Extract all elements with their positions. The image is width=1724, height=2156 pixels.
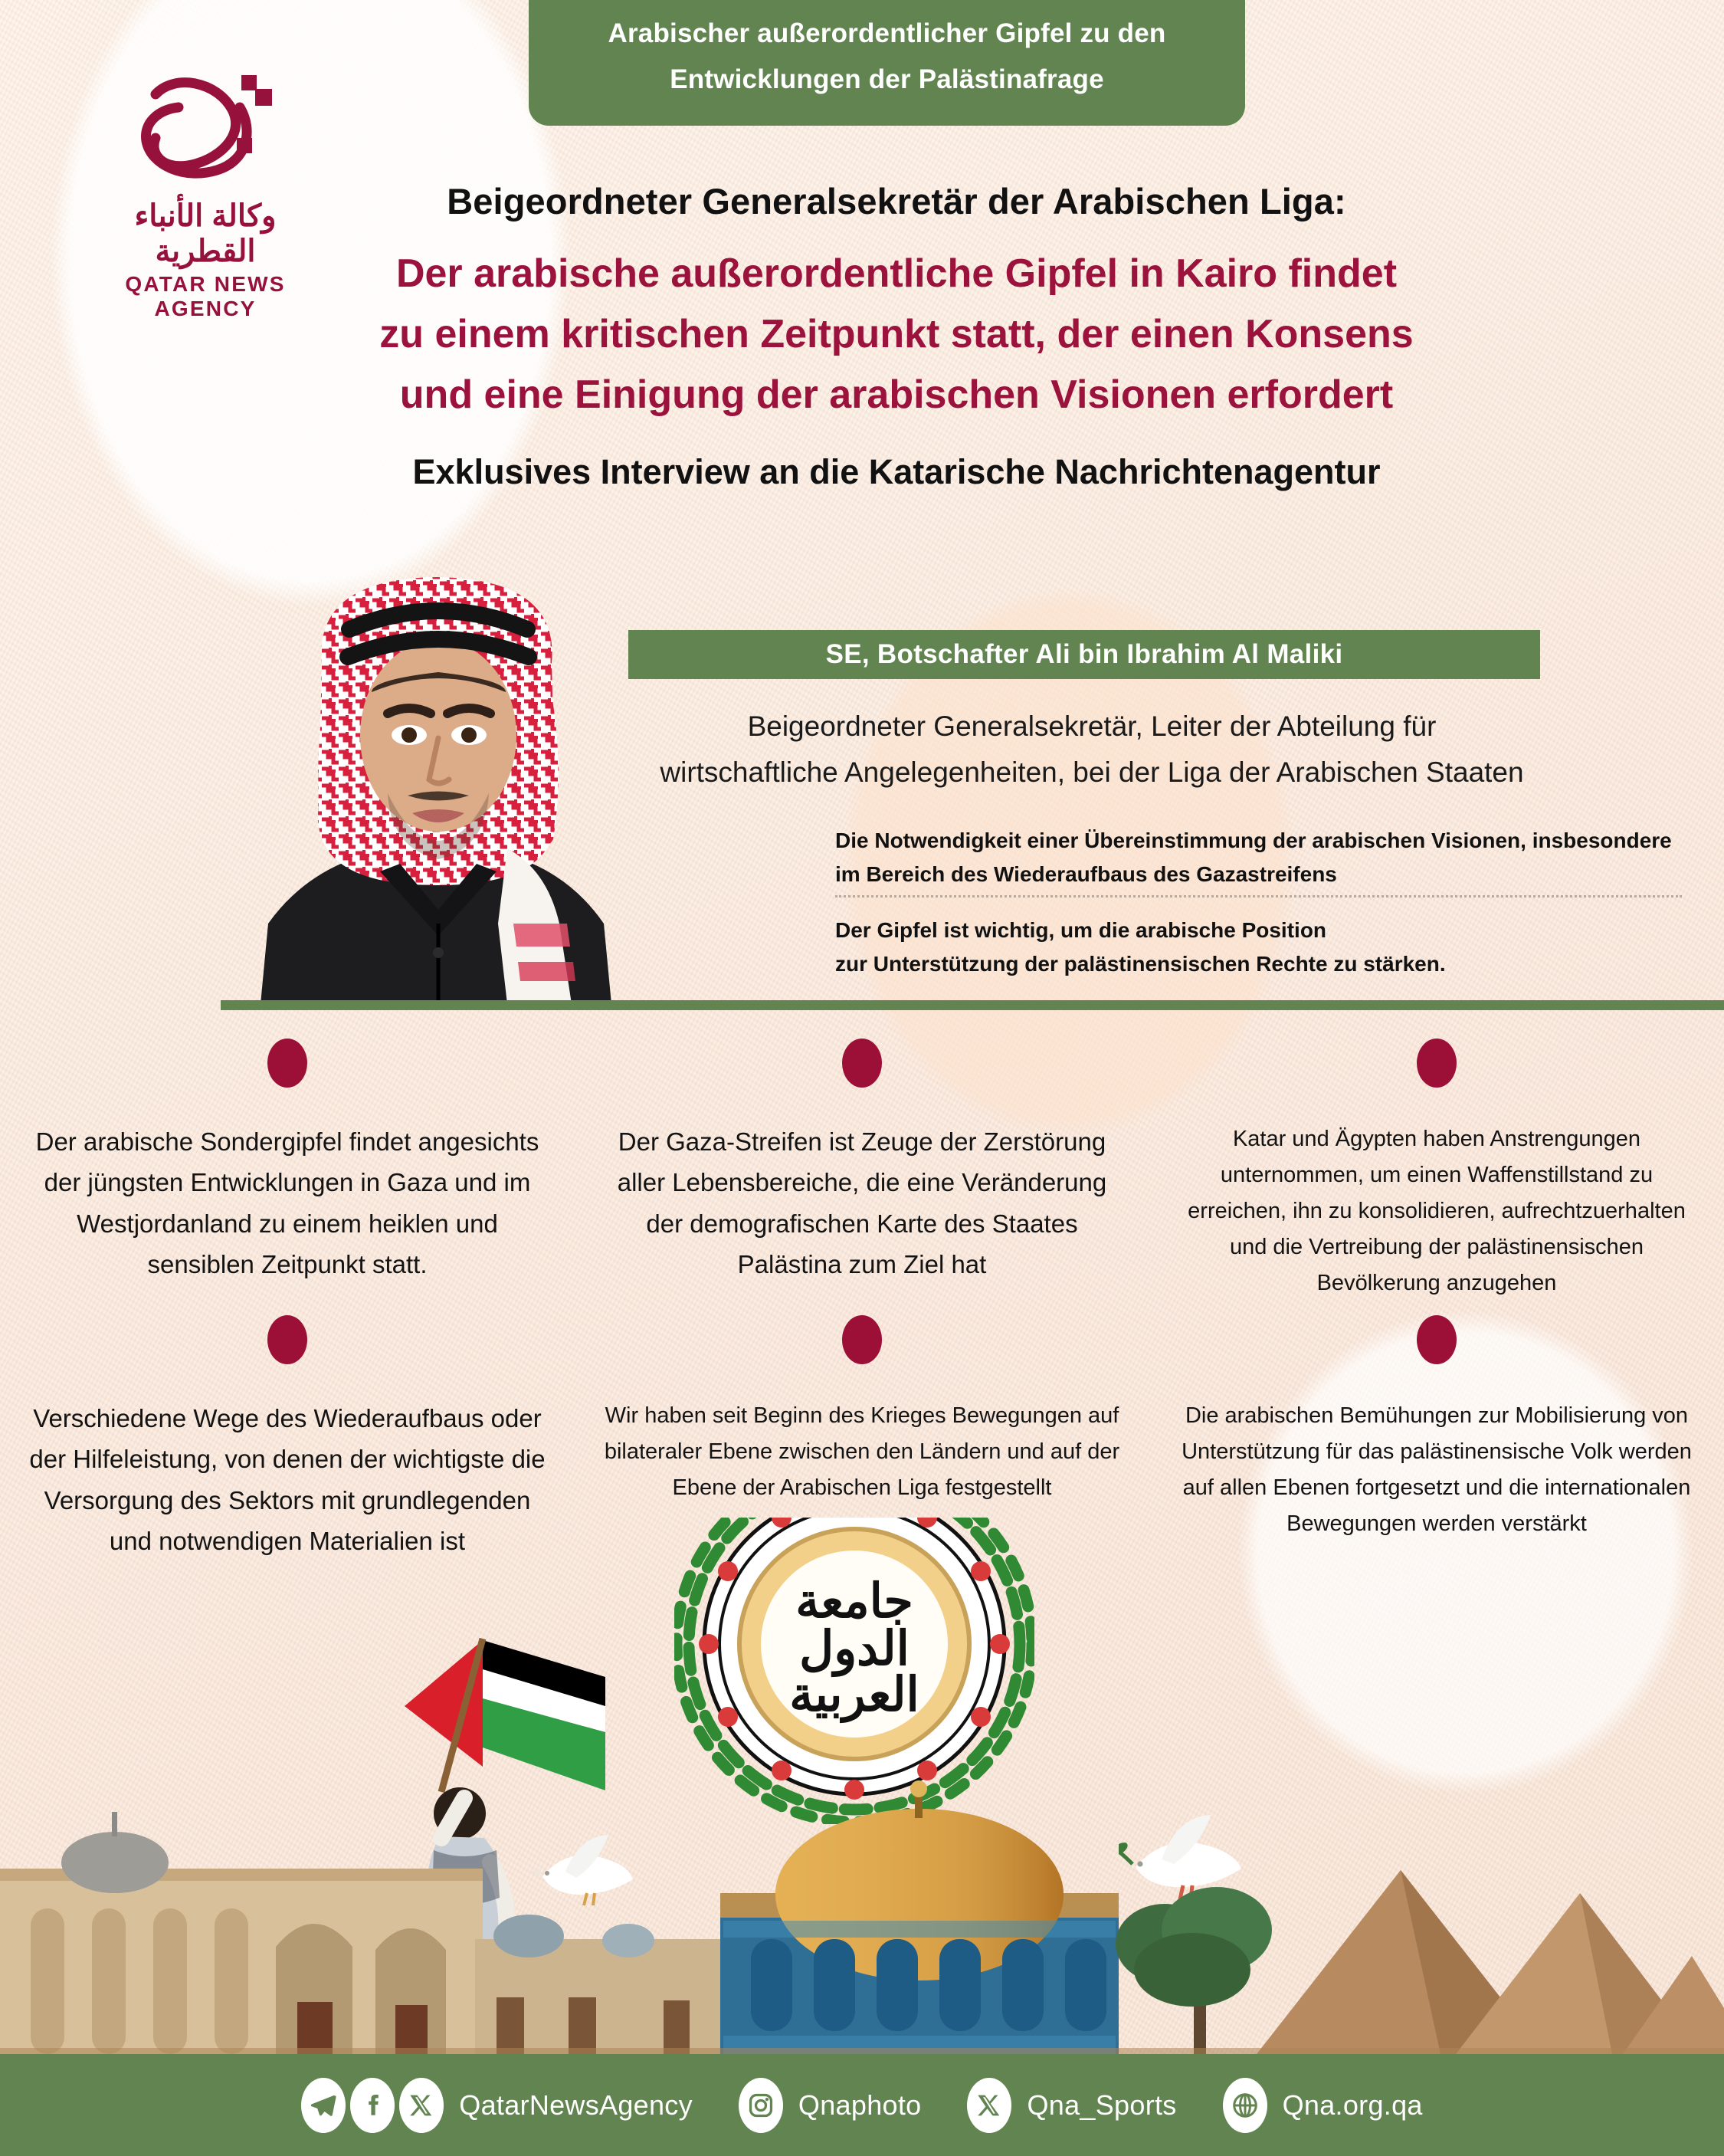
pyramids-of-giza [1257, 1870, 1724, 2054]
qna-logo-arabic-text: وكالة الأنباء القطرية [134, 199, 277, 268]
social-footer [0, 2054, 1724, 2156]
social-group-instagram[interactable] [739, 2078, 922, 2133]
speaker-name-bar [628, 630, 1540, 679]
headline-line-2: zu einem kritischen Zeitpunkt statt, der einen Konsens [379, 312, 1414, 357]
headline-line-1: Der arabische außerordentliche Gipfel in Kairo findet [395, 251, 1398, 296]
point-1 [0, 1039, 575, 1301]
social-icons-sports [967, 2078, 1016, 2133]
bullet-dot-icon [842, 1039, 882, 1088]
social-icons-main [301, 2078, 448, 2133]
point-2 [575, 1039, 1149, 1301]
section-divider-rule [221, 1000, 1724, 1010]
skyline-imagery [0, 1778, 1724, 2054]
point-1-text: Der arabische Sondergipfel findet angesichts der jüngsten Entwicklungen in Gaza und im Westjordanland zu einem heiklen und sensiblen Zeitpunkt statt. [35, 1127, 539, 1279]
telegram-icon[interactable] [301, 2078, 346, 2133]
bullet-dot-icon [1417, 1039, 1457, 1088]
bullet-dot-icon [267, 1315, 307, 1364]
social-group-website[interactable] [1223, 2078, 1423, 2133]
social-group-main[interactable] [301, 2078, 693, 2133]
speaker-quote-1 [835, 824, 1686, 891]
point-4-text: Verschiedene Wege des Wiederaufbaus oder der Hilfeleistung, von denen der wichtigste die Versorgung des Sektors mit grundlegenden und notwendigen Materialien ist [29, 1403, 546, 1556]
globe-icon[interactable] [1223, 2078, 1267, 2133]
instagram-icon[interactable] [739, 2078, 783, 2133]
point-6-text: Die arabischen Bemühungen zur Mobilisierung von Unterstützung für das palästinensische Volk werden auf allen Ebenen fortgesetzt und die internationalen Bewegungen werden verstärkt [1182, 1403, 1692, 1536]
old-city-buildings [475, 1915, 728, 2054]
banner-line-1: Arabischer außerordentlicher Gipfel zu den [608, 18, 1166, 48]
speaker-quote-1-line-2: im Bereich des Wiederaufbaus des Gazastreifens [835, 862, 1337, 887]
social-group-sports[interactable] [967, 2078, 1176, 2133]
bullet-dot-icon [1417, 1315, 1457, 1364]
point-5-text: Wir haben seit Beginn des Krieges Bewegungen auf bilateraler Ebene zwischen den Ländern und auf der Ebene der Arabischen Liga festgestellt [604, 1403, 1120, 1500]
olive-tree [1116, 1887, 1272, 2054]
speaker-quote-2-line-1: Der Gipfel ist wichtig, um die arabische Position [835, 918, 1327, 942]
social-icons-instagram [739, 2078, 788, 2133]
speaker-quote-1-line-1: Die Notwendigkeit einer Übereinstimmung der arabischen Visionen, insbesondere [835, 829, 1672, 852]
svg-text:الدول: الدول [799, 1623, 910, 1675]
x-icon[interactable] [967, 2078, 1011, 2133]
palestinian-flag-icon [405, 1640, 605, 1790]
page-title [291, 244, 1502, 425]
bottom-scenery [0, 1518, 1724, 2054]
speaker-role-line-1: Beigeordneter Generalsekretär, Leiter der Abteilung für [747, 710, 1437, 742]
quote-divider [835, 895, 1682, 898]
speaker-quote-2-line-2: zur Unterstützung der palästinensischen Rechte zu stärken. [835, 952, 1446, 976]
social-handle-instagram: Qnaphoto [798, 2089, 922, 2121]
x-icon[interactable] [399, 2078, 444, 2133]
headline-line-3: und eine Einigung der arabischen Visionen erfordert [399, 372, 1394, 418]
dome-of-the-rock [720, 1780, 1119, 2054]
point-3 [1149, 1039, 1724, 1301]
key-points-grid [0, 1039, 1724, 1562]
key-points-row-1 [0, 1039, 1724, 1301]
speaker-name: SE, Botschafter Ali bin Ibrahim Al Maliki [825, 639, 1343, 669]
qna-logo [90, 67, 320, 321]
svg-text:جامعة: جامعة [795, 1576, 913, 1628]
facebook-icon[interactable] [350, 2078, 395, 2133]
speaker-role-line-2: wirtschaftliche Angelegenheiten, bei der Liga der Arabischen Staaten [660, 756, 1524, 788]
social-icons-website [1223, 2078, 1272, 2133]
social-handle-sports: Qna_Sports [1027, 2089, 1177, 2121]
al-aqsa-mosque [0, 1812, 483, 2054]
speaker-quote-2 [835, 914, 1686, 981]
banner-line-2: Entwicklungen der Palästinafrage [670, 64, 1104, 95]
social-handle-main: QatarNewsAgency [459, 2089, 693, 2121]
qna-atom-logo-icon [125, 67, 286, 194]
qna-logo-english-text: QATAR NEWS AGENCY [125, 272, 286, 320]
social-handle-website: Qna.org.qa [1282, 2089, 1423, 2121]
bullet-dot-icon [267, 1039, 307, 1088]
svg-text:العربية: العربية [789, 1669, 919, 1721]
point-2-text: Der Gaza-Streifen ist Zeuge der Zerstörung aller Lebensbereiche, die eine Veränderung der demografischen Karte des Staates Palästina zum Ziel hat [617, 1127, 1107, 1279]
point-3-text: Katar und Ägypten haben Anstrengungen unternommen, um einen Waffenstillstand zu erreichen, ihn zu konsolidieren, aufrechtzuerhalten und die Vertreibung der palästinensischen Bevölkerung anzugehen [1188, 1127, 1686, 1295]
bullet-dot-icon [842, 1315, 882, 1364]
subheadline-text: Exklusives Interview an die Katarische Nachrichtenagentur [412, 452, 1381, 491]
top-banner [529, 0, 1245, 126]
speaker-role [621, 704, 1563, 796]
kicker-text: Beigeordneter Generalsekretär der Arabischen Liga: [447, 181, 1346, 222]
